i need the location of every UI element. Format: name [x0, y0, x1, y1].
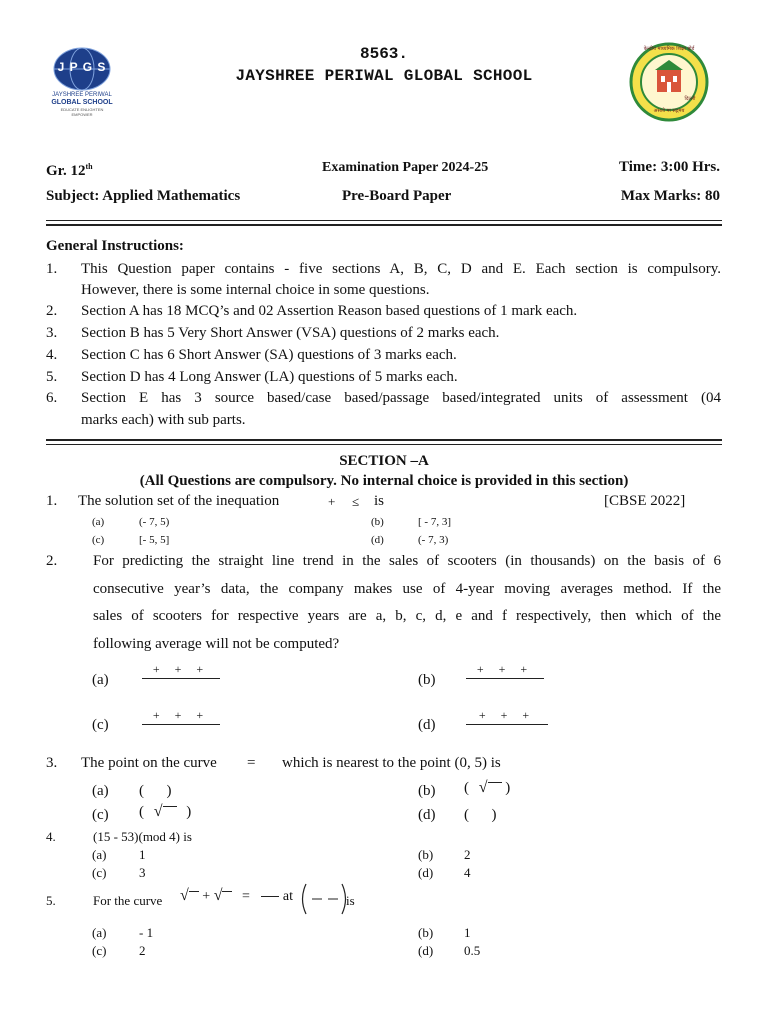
q2-a-label: (a)	[92, 672, 109, 688]
q1-c-label: (c)	[92, 534, 105, 546]
q3-c-sqrt-bar	[163, 806, 177, 818]
q2-line-3: sales of scooters for respective years are a, b, c, d, e and f respectively, then which of the	[93, 608, 721, 624]
instruction-1-num: 1.	[46, 261, 58, 277]
q3-a-option: ( )	[139, 783, 172, 799]
q2-a-fraction	[142, 662, 220, 679]
q4-number: 4.	[46, 829, 56, 844]
q3-b-sqrt-icon: √	[478, 779, 488, 796]
q4-a-label: (a)	[92, 847, 107, 862]
subject: Subject: Applied Mathematics	[46, 188, 241, 204]
q2-b-label: (b)	[418, 672, 436, 688]
instructions-heading: General Instructions:	[46, 238, 184, 254]
q5-sqrt-icon-1: √	[180, 887, 189, 904]
instruction-1-line1: This Question paper contains - five sections A, B, C, D and E. Each section is compulsory.	[81, 261, 721, 277]
grade-sup: th	[85, 162, 93, 171]
logo-caption-3: EDUCATE ENLIGHTEN EMPOWER	[60, 107, 104, 117]
q1-text: The solution set of the inequation	[78, 493, 280, 509]
q5-d-label: (d)	[418, 943, 434, 958]
grade	[46, 158, 93, 180]
q1-le: ≤	[352, 494, 360, 509]
q2-d-fraction-bar	[466, 724, 548, 725]
q2-c-fraction	[142, 708, 220, 725]
q5-b-label: (b)	[418, 925, 434, 940]
q3-c-label: (c)	[92, 807, 109, 823]
q1-number: 1.	[46, 493, 58, 509]
exam-time: Time: 3:00 Hrs.	[619, 159, 720, 175]
q3-c-sqrt-icon: √	[153, 803, 163, 820]
cbse-seal	[628, 42, 710, 122]
q2-d-label: (d)	[418, 717, 436, 733]
paper-type: Pre-Board Paper	[342, 188, 452, 204]
section-title: SECTION –A	[339, 453, 429, 469]
q3-b-sqrt-bar	[488, 782, 502, 794]
q5-c-option: 2	[139, 943, 146, 958]
q5-text: For the curve	[93, 893, 163, 908]
q5-sqrt-icon-2: √	[213, 887, 223, 904]
q2-a-fraction-bar	[142, 678, 220, 679]
q5-sqrt-bar-1	[189, 891, 199, 903]
q3-eq: =	[247, 755, 256, 771]
q4-text: (15 - 53)(mod 4) is	[93, 829, 192, 844]
q2-b-fraction	[466, 662, 544, 679]
q5-is: is	[346, 893, 355, 908]
q5-number: 5.	[46, 893, 56, 908]
q2-b-numerator: + + +	[476, 662, 534, 676]
q3-a-label: (a)	[92, 783, 109, 799]
q5-eq: =	[241, 889, 250, 904]
q5-a-option: - 1	[139, 925, 154, 940]
q5-c-label: (c)	[92, 943, 107, 958]
q1-a-option: (- 7, 5)	[139, 516, 170, 528]
q1-plus: +	[328, 494, 336, 509]
instruction-5-num: 5.	[46, 369, 58, 385]
q3-b-open: (	[464, 780, 469, 796]
q4-b-label: (b)	[418, 847, 434, 862]
instruction-3-num: 3.	[46, 325, 58, 341]
q3-c-open: (	[139, 804, 144, 820]
q1-c-option: [- 5, 5]	[139, 534, 170, 546]
logo-caption-1: JAYSHREE PERIWAL	[52, 92, 112, 98]
instruction-6-num: 6.	[46, 390, 58, 406]
q5-dash	[261, 896, 279, 897]
q2-c-fraction-bar	[142, 724, 220, 725]
q4-c-label: (c)	[92, 865, 107, 880]
q1-d-option: (- 7, 3)	[418, 534, 449, 546]
divider-top	[46, 220, 722, 221]
logo-letters: J P G S	[57, 60, 107, 74]
q3-c-close: )	[186, 804, 192, 820]
instruction-6-line2: marks each) with sub parts.	[81, 412, 246, 428]
q1-is: is	[374, 493, 385, 509]
section-note: (All Questions are compulsory. No internal choice is provided in this section)	[139, 473, 629, 489]
instruction-4-line1: Section C has 6 Short Answer (SA) questions of 3 marks each.	[81, 347, 457, 363]
instruction-5-line1: Section D has 4 Long Answer (LA) questions of 5 marks each.	[81, 369, 458, 385]
divider-top-2	[46, 224, 722, 226]
q3-d-label: (d)	[418, 807, 436, 823]
instruction-2-num: 2.	[46, 303, 58, 319]
school-code: 8563.	[359, 45, 408, 63]
instruction-6-line1: Section E has 3 source based/case based/passage based/integrated units of assessment (04	[81, 390, 721, 406]
q3-b-option	[464, 779, 510, 797]
instruction-1-line2: However, there is some internal choice in some questions.	[81, 282, 430, 298]
q3-d-option: ( )	[464, 807, 497, 823]
q3-text-1: The point on the curve	[81, 755, 217, 771]
seal-text-bottom: असतो मा सद्गमय	[653, 108, 685, 114]
q4-c-option: 3	[139, 865, 146, 880]
exam-title: Examination Paper 2024-25	[322, 160, 489, 175]
seal-text-top: केन्द्रीय माध्यमिक शिक्षा बोर्ड	[643, 46, 695, 52]
q3-number: 3.	[46, 755, 58, 771]
school-name: JAYSHREE PERIWAL GLOBAL SCHOOL	[235, 67, 533, 85]
q2-line-1: For predicting the straight line trend in the sales of scooters (in thousands) on the basis of 6	[93, 553, 721, 569]
q3-c-option	[139, 803, 191, 821]
q2-d-fraction	[466, 708, 548, 725]
q4-d-label: (d)	[418, 865, 434, 880]
q2-number: 2.	[46, 553, 58, 569]
q4-a-option: 1	[139, 847, 146, 862]
q1-b-option: [ - 7, 3]	[418, 516, 451, 528]
q2-line-2: consecutive year’s data, the company makes use of 4-year moving averages method. If the	[93, 581, 721, 597]
q5-a-label: (a)	[92, 925, 107, 940]
q5-at: at	[282, 889, 293, 904]
q5-sqrt-bar-2	[222, 891, 232, 903]
grade-text: Gr. 12	[46, 163, 86, 179]
q3-b-close: )	[505, 780, 511, 796]
q1-tag: [CBSE 2022]	[604, 493, 686, 509]
instruction-3-line1: Section B has 5 Very Short Answer (VSA) questions of 2 marks each.	[81, 325, 500, 341]
instruction-2-line1: Section A has 18 MCQ’s and 02 Assertion Reason based questions of 1 mark each.	[81, 303, 578, 319]
q5-b-option: 1	[464, 925, 471, 940]
q3-b-label: (b)	[418, 783, 436, 799]
q2-c-label: (c)	[92, 717, 109, 733]
q2-c-numerator: + + +	[152, 708, 210, 722]
q1-d-label: (d)	[371, 534, 384, 546]
q2-d-numerator: + + +	[478, 708, 536, 722]
q5-d-option: 0.5	[464, 943, 481, 958]
instruction-4-num: 4.	[46, 347, 58, 363]
q4-d-option: 4	[464, 865, 471, 880]
max-marks: Max Marks: 80	[620, 188, 720, 204]
q3-text-2: which is nearest to the point (0, 5) is	[282, 755, 501, 771]
logo-caption-2: GLOBAL SCHOOL	[51, 99, 113, 106]
seal-text-city: दिल्ली	[684, 96, 696, 102]
q2-line-4: following average will not be computed?	[93, 636, 340, 652]
divider-mid	[46, 439, 722, 441]
q2-a-numerator: + + +	[152, 662, 210, 676]
q4-b-option: 2	[464, 847, 471, 862]
q5-plus: +	[202, 889, 211, 904]
q5-equation	[180, 888, 293, 905]
q1-a-label: (a)	[92, 516, 105, 528]
divider-mid-2	[46, 444, 722, 445]
q1-b-label: (b)	[371, 516, 384, 528]
q2-b-fraction-bar	[466, 678, 544, 679]
